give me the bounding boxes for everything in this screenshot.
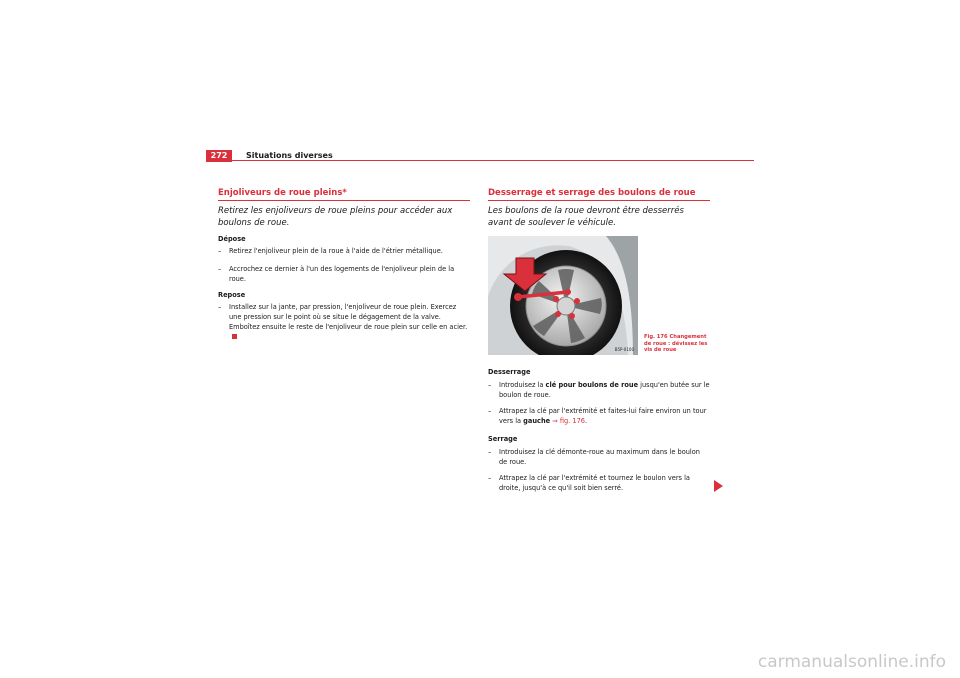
step-text: Accrochez ce dernier à l'un des logements de l'enjoliveur plein de la roue.	[229, 265, 455, 283]
watermark: carmanualsonline.info	[757, 652, 946, 672]
section-rule	[218, 200, 470, 201]
step-item	[488, 380, 710, 400]
subheading-depose: Dépose	[218, 235, 246, 243]
dash: –	[488, 448, 492, 456]
figure-reference-link[interactable]: ⇒ fig. 176	[550, 417, 585, 425]
end-of-section-marker	[232, 334, 237, 339]
step-text: Retirez l'enjoliveur plein de la roue à l'aide de l'étrier métallique.	[229, 247, 443, 255]
dash: –	[218, 303, 222, 311]
step-item	[488, 473, 710, 493]
step-text: .	[584, 417, 588, 425]
section-title-enjoliveurs: Enjoliveurs de roue pleins*	[218, 188, 347, 198]
dash: –	[218, 247, 222, 255]
dash: –	[488, 381, 492, 389]
step-bold-term: clé pour boulons de roue	[545, 381, 639, 389]
dash: –	[218, 265, 222, 273]
step-bold-term: gauche	[523, 417, 551, 425]
subheading-desserrage: Desserrage	[488, 368, 531, 376]
dash: –	[488, 407, 492, 415]
step-item	[488, 447, 710, 467]
figure-caption: Fig. 176 Changement de roue : dévissez les vis de roue	[644, 334, 708, 353]
running-header: Situations diverses	[246, 151, 333, 160]
step-text: Introduisez la	[499, 381, 546, 389]
step-item	[218, 302, 468, 342]
step-text: Attrapez la clé par l'extrémité et tournez le boulon vers la droite, jusqu'à ce qu'il soit bien serré.	[499, 474, 690, 492]
section-intro: Les boulons de la roue devront être desserrés avant de soulever le véhicule.	[488, 206, 684, 228]
step-text: Installez sur la jante, par pression, l'enjoliveur de roue plein. Exercez une pression sur le point où se situe le dégagement de la valve. Emboîtez ensuite le reste de l'enjoliveur de roue plein sur celle en acier.	[229, 303, 468, 331]
subheading-repose: Repose	[218, 291, 246, 299]
figure-wheel-wrench	[488, 236, 638, 355]
section-title-boulons: Desserrage et serrage des boulons de roue	[488, 188, 696, 198]
step-item	[218, 246, 470, 256]
step-text: Attrapez la clé par l'extrémité et faites-lui faire environ un tour vers la	[499, 407, 707, 425]
page-number: 272	[206, 150, 232, 162]
section-rule	[488, 200, 710, 201]
figure-code: B5P-0100	[614, 347, 634, 352]
continue-arrow-icon[interactable]	[714, 480, 723, 492]
dash: –	[488, 474, 492, 482]
step-item	[218, 264, 470, 284]
section-intro: Retirez les enjoliveurs de roue pleins pour accéder aux boulons de roue.	[218, 206, 453, 228]
step-text: jusqu'en butée sur le boulon de roue.	[499, 381, 710, 399]
subheading-serrage: Serrage	[488, 435, 518, 443]
header-rule	[206, 160, 754, 161]
step-item	[488, 406, 710, 426]
step-text: Introduisez la clé démonte-roue au maximum dans le boulon de roue.	[499, 448, 700, 466]
wheel-illustration	[488, 236, 638, 355]
